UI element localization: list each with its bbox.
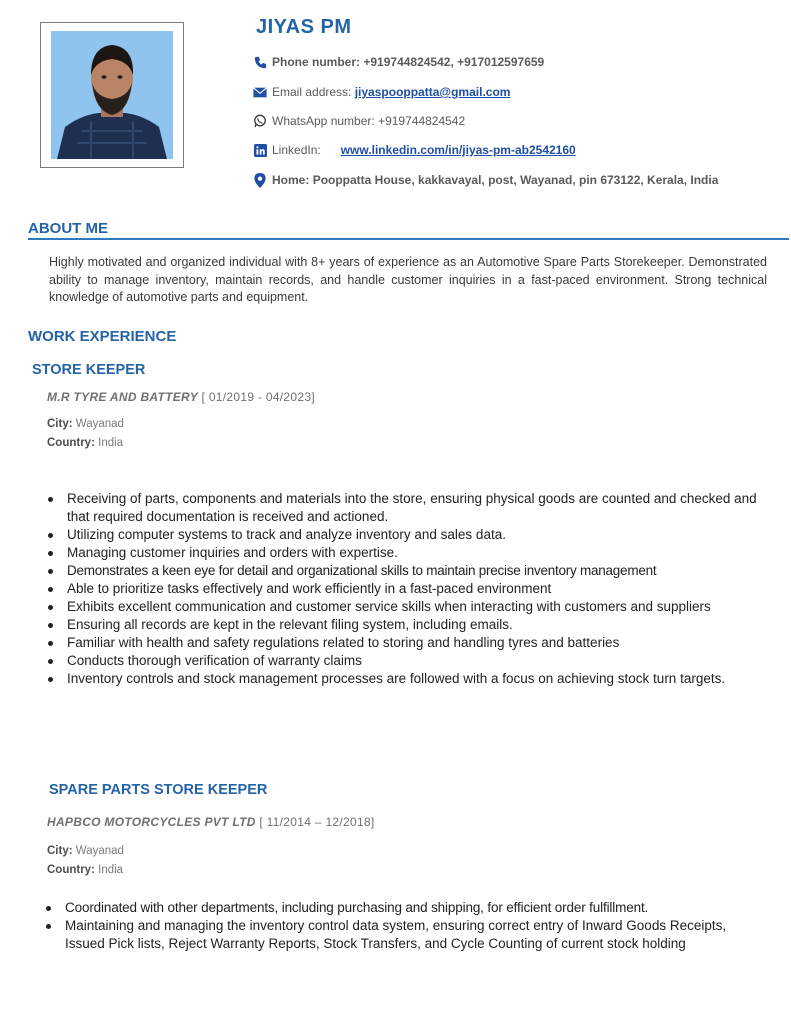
- whatsapp-label: WhatsApp number:: [272, 114, 375, 128]
- home-label: Home:: [272, 173, 310, 187]
- profile-photo-image: [51, 31, 173, 159]
- job-city: [47, 418, 124, 430]
- email-row: [252, 85, 510, 99]
- job-city: [47, 845, 124, 857]
- city-value: Wayanad: [75, 418, 124, 430]
- job-title: STORE KEEPER: [32, 362, 146, 378]
- home-row: [252, 173, 718, 187]
- linkedin-row: [252, 143, 576, 157]
- country-label: Country:: [47, 437, 95, 449]
- company-name: HAPBCO MOTORCYCLES PVT LTD: [47, 815, 256, 829]
- job-dates: [ 11/2014 – 12/2018]: [259, 815, 375, 829]
- job-company: [47, 390, 315, 404]
- list-item: Coordinated with other departments, including purchasing and shipping, for efficient order fulfillment.: [45, 899, 760, 917]
- candidate-name: JIYAS PM: [256, 16, 352, 38]
- list-item: Inventory controls and stock management processes are followed with a focus on achieving stock turn targets.: [47, 670, 777, 688]
- job-company: [47, 815, 375, 829]
- envelope-icon: [252, 85, 268, 99]
- linkedin-icon: [252, 143, 268, 157]
- location-pin-icon: [252, 173, 268, 187]
- work-section-title: WORK EXPERIENCE: [28, 328, 177, 345]
- profile-photo: [51, 31, 173, 159]
- whatsapp-value: +919744824542: [378, 114, 466, 128]
- list-item: Familiar with health and safety regulations related to storing and handling tyres and batteries: [47, 634, 777, 652]
- about-section-title: ABOUT ME: [28, 220, 108, 237]
- city-label: City:: [47, 418, 73, 430]
- home-value: Pooppatta House, kakkavayal, post, Wayanad, pin 673122, Kerala, India: [312, 173, 719, 187]
- section-divider: [28, 238, 789, 240]
- country-label: Country:: [47, 864, 95, 876]
- list-item: Utilizing computer systems to track and analyze inventory and sales data.: [47, 526, 777, 544]
- city-label: City:: [47, 845, 73, 857]
- city-value: Wayanad: [75, 845, 124, 857]
- phone-icon: [252, 55, 268, 69]
- list-item: Receiving of parts, components and materials into the store, ensuring physical goods are counted and checked and that required documentation is received and actioned.: [47, 490, 777, 526]
- job-duties-list: [47, 490, 777, 688]
- list-item: Maintaining and managing the inventory control data system, ensuring correct entry of Inward Goods Receipts, Issued Pick lists, Reject Warranty Reports, Stock Transfers, and Cycle Counting of current stock holding: [45, 917, 760, 953]
- whatsapp-icon: [252, 114, 268, 128]
- phone-label: Phone number:: [272, 55, 361, 69]
- list-item: Exhibits excellent communication and customer service skills when interacting with customers and suppliers: [47, 598, 777, 616]
- job-duties-list: [45, 899, 760, 953]
- job-country: [47, 864, 123, 876]
- job-dates: [ 01/2019 - 04/2023]: [201, 390, 315, 404]
- about-text: Highly motivated and organized individual with 8+ years of experience as an Automotive Spare Parts Storekeeper. Demonstrated ability to manage inventory, maintain records, and handle customer inquiries in a fast-paced environment. Strong technical knowledge of automotive parts and equipment.: [49, 255, 767, 304]
- list-item: Able to prioritize tasks effectively and work efficiently in a fast-paced environment: [47, 580, 777, 598]
- company-name: M.R TYRE AND BATTERY: [47, 390, 198, 404]
- country-value: India: [98, 437, 124, 449]
- list-item: Demonstrates a keen eye for detail and organizational skills to maintain precise inventory management: [47, 562, 777, 580]
- job-country: [47, 437, 123, 449]
- whatsapp-row: [252, 114, 465, 128]
- list-item: Managing customer inquiries and orders with expertise.: [47, 544, 777, 562]
- job-title: SPARE PARTS STORE KEEPER: [49, 782, 268, 798]
- phone-value: +919744824542, +917012597659: [363, 55, 545, 69]
- country-value: India: [98, 864, 124, 876]
- linkedin-label: LinkedIn:: [272, 143, 321, 157]
- linkedin-link[interactable]: www.linkedin.com/in/jiyas-pm-ab2542160: [340, 143, 576, 157]
- email-link[interactable]: jiyaspooppatta@gmail.com: [354, 85, 511, 99]
- list-item: Conducts thorough verification of warranty claims: [47, 652, 777, 670]
- phone-row: [252, 55, 544, 69]
- profile-photo-frame: [40, 22, 184, 168]
- email-label: Email address:: [272, 85, 352, 99]
- list-item: Ensuring all records are kept in the relevant filing system, including emails.: [47, 616, 777, 634]
